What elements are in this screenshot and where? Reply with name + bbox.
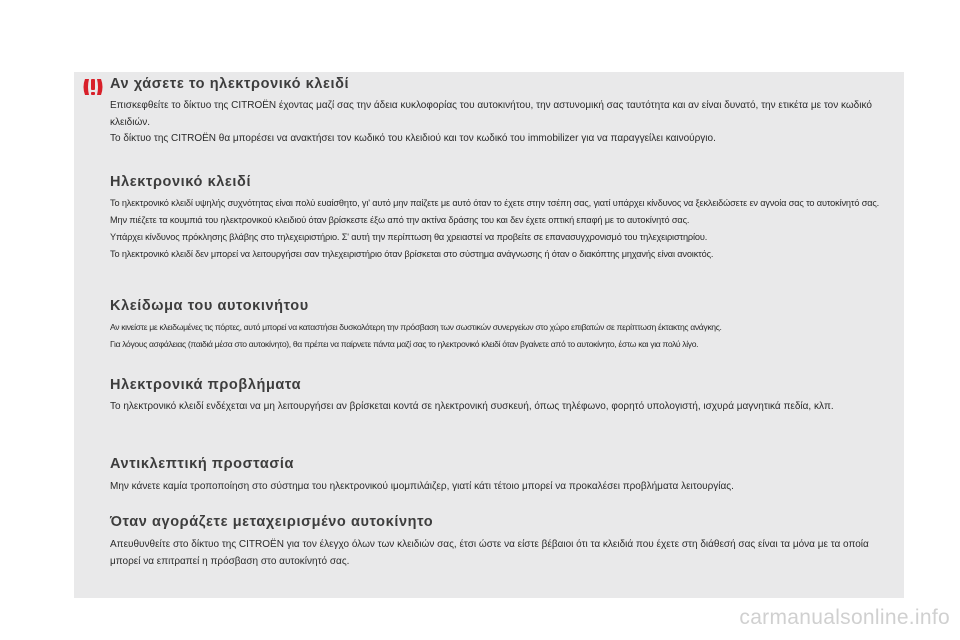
section-title: Όταν αγοράζετε μεταχειρισμένο αυτοκίνητο bbox=[110, 514, 434, 530]
paragraph: Μην πιέζετε τα κουμπιά του ηλεκτρονικού κλειδιού όταν βρίσκεστε έξω από την ακτίνα δράσης του και δεν έχετε οπτική επαφή με το αυτοκίνητό σας. bbox=[110, 215, 690, 225]
warning-exclamation-icon bbox=[82, 77, 104, 97]
watermark: carmanualsonline.info bbox=[739, 606, 950, 629]
paragraph: Το ηλεκτρονικό κλειδί υψηλής συχνότητας είναι πολύ ευαίσθητο, γι' αυτό μην παίζετε με αυτό όταν το έχετε στην τσέπη σας, γιατί υπάρχει κίνδυνος να ξεκλειδώσετε εν αγνοία σας το αυτοκίνητό σας. bbox=[110, 198, 880, 208]
section-electronic-problems bbox=[110, 377, 900, 416]
section-title: Αν χάσετε το ηλεκτρονικό κλειδί bbox=[110, 76, 350, 92]
paragraph: Αν κινείστε με κλειδωμένες τις πόρτες, αυτό μπορεί να καταστήσει δυσκολότερη την πρόσβαση των σωστικών συνεργείων στο χώρο επιβατών σε περίπτωση έκτακτης ανάγκης. bbox=[110, 322, 722, 332]
section-electronic-key bbox=[110, 174, 900, 263]
paragraph: Για λόγους ασφάλειας (παιδιά μέσα στο αυτοκίνητο), θα πρέπει να παίρνετε πάντα μαζί σας το ηλεκτρονικό κλειδί όταν βγαίνετε από το αυτοκίνητο, έστω και για πολύ λίγο. bbox=[110, 339, 699, 349]
section-title: Αντικλεπτική προστασία bbox=[110, 456, 294, 472]
section-title: Ηλεκτρονικό κλειδί bbox=[110, 174, 252, 190]
section-lost-key bbox=[110, 76, 900, 148]
paragraph: Υπάρχει κίνδυνος πρόκλησης βλάβης στο τηλεχειριστήριο. Σ' αυτή την περίπτωση θα χρειαστεί να προβείτε σε επανασυγχρονισμό του τηλεχειριστηρίου. bbox=[110, 232, 708, 242]
section-title: Κλείδωμα του αυτοκινήτου bbox=[110, 298, 309, 314]
paragraph: Μην κάνετε καμία τροποποίηση στο σύστημα του ηλεκτρονικού ιμομπιλάιζερ, γιατί κάτι τέτοιο μπορεί να προκαλέσει προβλήματα λειτουργίας. bbox=[110, 481, 734, 492]
info-panel bbox=[74, 72, 904, 598]
section-used-vehicle bbox=[110, 514, 900, 570]
paragraph: Το ηλεκτρονικό κλειδί δεν μπορεί να λειτουργήσει σαν τηλεχειριστήριο όταν βρίσκεται στο σύστημα ανάγνωσης ή όταν ο διακόπτης μηχανής είναι ανοικτός. bbox=[110, 249, 714, 259]
section-title: Ηλεκτρονικά προβλήματα bbox=[110, 377, 302, 393]
paragraph: Το ηλεκτρονικό κλειδί ενδέχεται να μη λειτουργήσει αν βρίσκεται κοντά σε ηλεκτρονική συσκευή, όπως τηλέφωνο, φορητό υπολογιστή, ισχυρά μαγνητικά πεδία, κλπ. bbox=[110, 401, 834, 412]
paragraph: Απευθυνθείτε στο δίκτυο της CITROËN για τον έλεγχο όλων των κλειδιών σας, έτσι ώστε να είστε βέβαιοι ότι τα κλειδιά που έχετε στη διάθεσή σας είναι τα μόνα με τα οποία μπορεί να επιτραπεί η πρόσβαση στο αυτοκίνητό σας. bbox=[110, 539, 869, 567]
paragraph: Επισκεφθείτε το δίκτυο της CITROËN έχοντας μαζί σας την άδεια κυκλοφορίας του αυτοκινήτου, την αστυνομική σας ταυτότητα και αν είναι δυνατό, την ετικέτα με τον κωδικό κλειδιών. bbox=[110, 100, 872, 128]
section-anti-theft bbox=[110, 456, 900, 496]
section-vehicle-locking bbox=[110, 298, 900, 353]
paragraph: Το δίκτυο της CITROËN θα μπορέσει να ανακτήσει τον κωδικό του κλειδιού και τον κωδικό του immobilizer για να παραγγείλει καινούργιο. bbox=[110, 133, 716, 144]
